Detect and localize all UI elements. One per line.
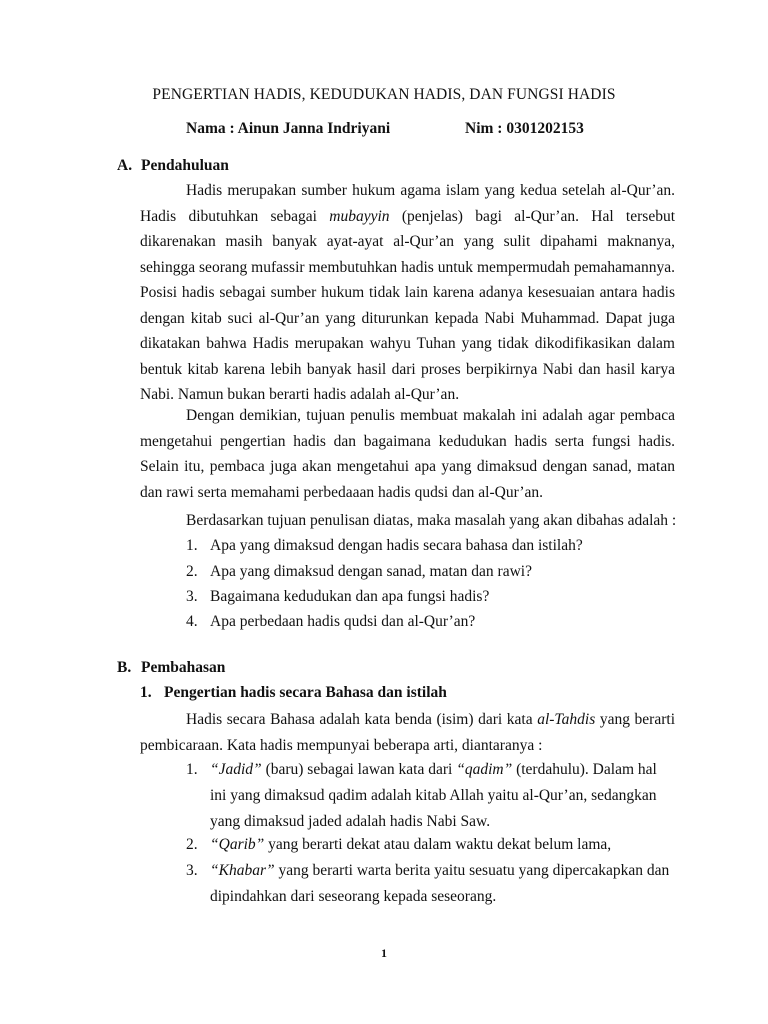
paragraph-text: (penjelas) bagi al-Qur’an. Hal tersebut dikarenakan masih banyak ayat-ayat al-Qur’an yang sulit dipahami maknanya, sehingga seorang mufassir membutuhkan hadis untuk mempermudah pemahamannya. Posisi hadis sebagai sumber hukum tidak lain karena adanya kesesuaian antara hadis dengan kitab suci al-Qur’an yang diturunkan kepada Nabi Muhammad. Dapat juga dikatakan bahwa Hadis merupakan wahyu Tuhan yang tidak dikodifikasikan dalam bentuk kitab karena lebih banyak hasil dari proses berpikirnya Nabi dan hasil karya Nabi. Namun bukan berarti hadis adalah al-Qur’an. [140, 207, 675, 403]
definition-text-part: yang berarti dekat atau dalam waktu dekat belum lama, [264, 836, 612, 853]
definition-term: “Khabar” [210, 862, 275, 879]
question-item [186, 559, 676, 585]
definition-item [186, 757, 676, 835]
emphasized-term: al-Tahdis [537, 711, 596, 728]
subsection-1-marker: 1. [140, 684, 152, 701]
question-item [186, 609, 676, 635]
question-text: Bagaimana kedudukan dan apa fungsi hadis? [210, 588, 490, 605]
question-number: 4. [186, 613, 198, 630]
paragraph-text: Hadis secara Bahasa adalah kata benda (isim) dari kata [186, 711, 538, 728]
definition-term: “Qarib” [210, 836, 265, 853]
section-a-marker: A. [117, 157, 133, 174]
definition-number: 1. [186, 761, 198, 778]
subsection-1-heading [140, 684, 447, 702]
page-number: 1 [381, 946, 387, 960]
definition-item [186, 832, 676, 858]
definition-text-part: (baru) sebagai lawan kata dari [261, 761, 457, 778]
subsection-1-title: Pengertian hadis secara Bahasa dan istilah [164, 684, 447, 701]
document-title: PENGERTIAN HADIS, KEDUDUKAN HADIS, DAN FUNGSI HADIS [152, 86, 616, 103]
section-b-title: Pembahasan [141, 659, 226, 676]
section-b-heading [117, 659, 225, 677]
definition-paragraph [140, 707, 675, 758]
definition-number: 2. [186, 836, 198, 853]
definition-text [186, 832, 676, 858]
intro-paragraph-1 [140, 178, 675, 408]
paragraph-text: Hadis merupakan sumber hukum agama islam yang kedua setelah al-Qur’an. Hadis dibutuhkan sebagai [140, 182, 675, 225]
question-number: 3. [186, 588, 198, 605]
definition-term: “Jadid” [210, 761, 262, 778]
definition-text [186, 757, 676, 835]
intro-paragraph-2: Dengan demikian, tujuan penulis membuat makalah ini adalah agar pembaca mengetahui pengertian hadis dan bagaimana kedudukan hadis serta fungsi hadis. Selain itu, pembaca juga akan mengetahui apa yang dimaksud dengan sanad, matan dan rawi serta memahami perbedaaan hadis qudsi dan al-Qur’an. [140, 407, 675, 501]
question-text: Apa perbedaan hadis qudsi dan al-Qur’an? [210, 613, 476, 630]
section-a-heading [117, 157, 229, 175]
section-b-marker: B. [117, 659, 132, 676]
author-name: Nama : Ainun Janna Indriyani [186, 120, 391, 137]
question-item [186, 584, 676, 610]
definition-item [186, 858, 676, 910]
emphasized-term: mubayyin [329, 207, 390, 225]
definition-term: “qadim” [456, 761, 513, 778]
question-text: Apa yang dimaksud dengan sanad, matan dan rawi? [210, 563, 532, 580]
question-number: 1. [186, 537, 198, 554]
question-text: Apa yang dimaksud dengan hadis secara bahasa dan istilah? [210, 537, 583, 554]
definition-text [186, 858, 676, 910]
section-a-title: Pendahuluan [141, 157, 229, 174]
definition-number: 3. [186, 862, 198, 879]
question-item [186, 533, 676, 559]
definition-text-part: (terdahulu). Dalam hal ini yang dimaksud qadim adalah kitab Allah yaitu al-Qur’an, sedangkan yang dimaksud jaded adalah hadis Nabi Saw. [210, 761, 657, 830]
paragraph-text: yang berarti pembicaraan. Kata hadis mempunyai beberapa arti, diantaranya : [140, 711, 676, 754]
definition-text-part: yang berarti warta berita yaitu sesuatu yang dipercakapkan dan dipindahkan dari seseorang kepada seseorang. [210, 862, 670, 905]
author-nim: Nim : 0301202153 [465, 120, 584, 137]
question-number: 2. [186, 563, 198, 580]
intro-paragraph-3: Berdasarkan tujuan penulisan diatas, maka masalah yang akan dibahas adalah : [186, 512, 677, 529]
